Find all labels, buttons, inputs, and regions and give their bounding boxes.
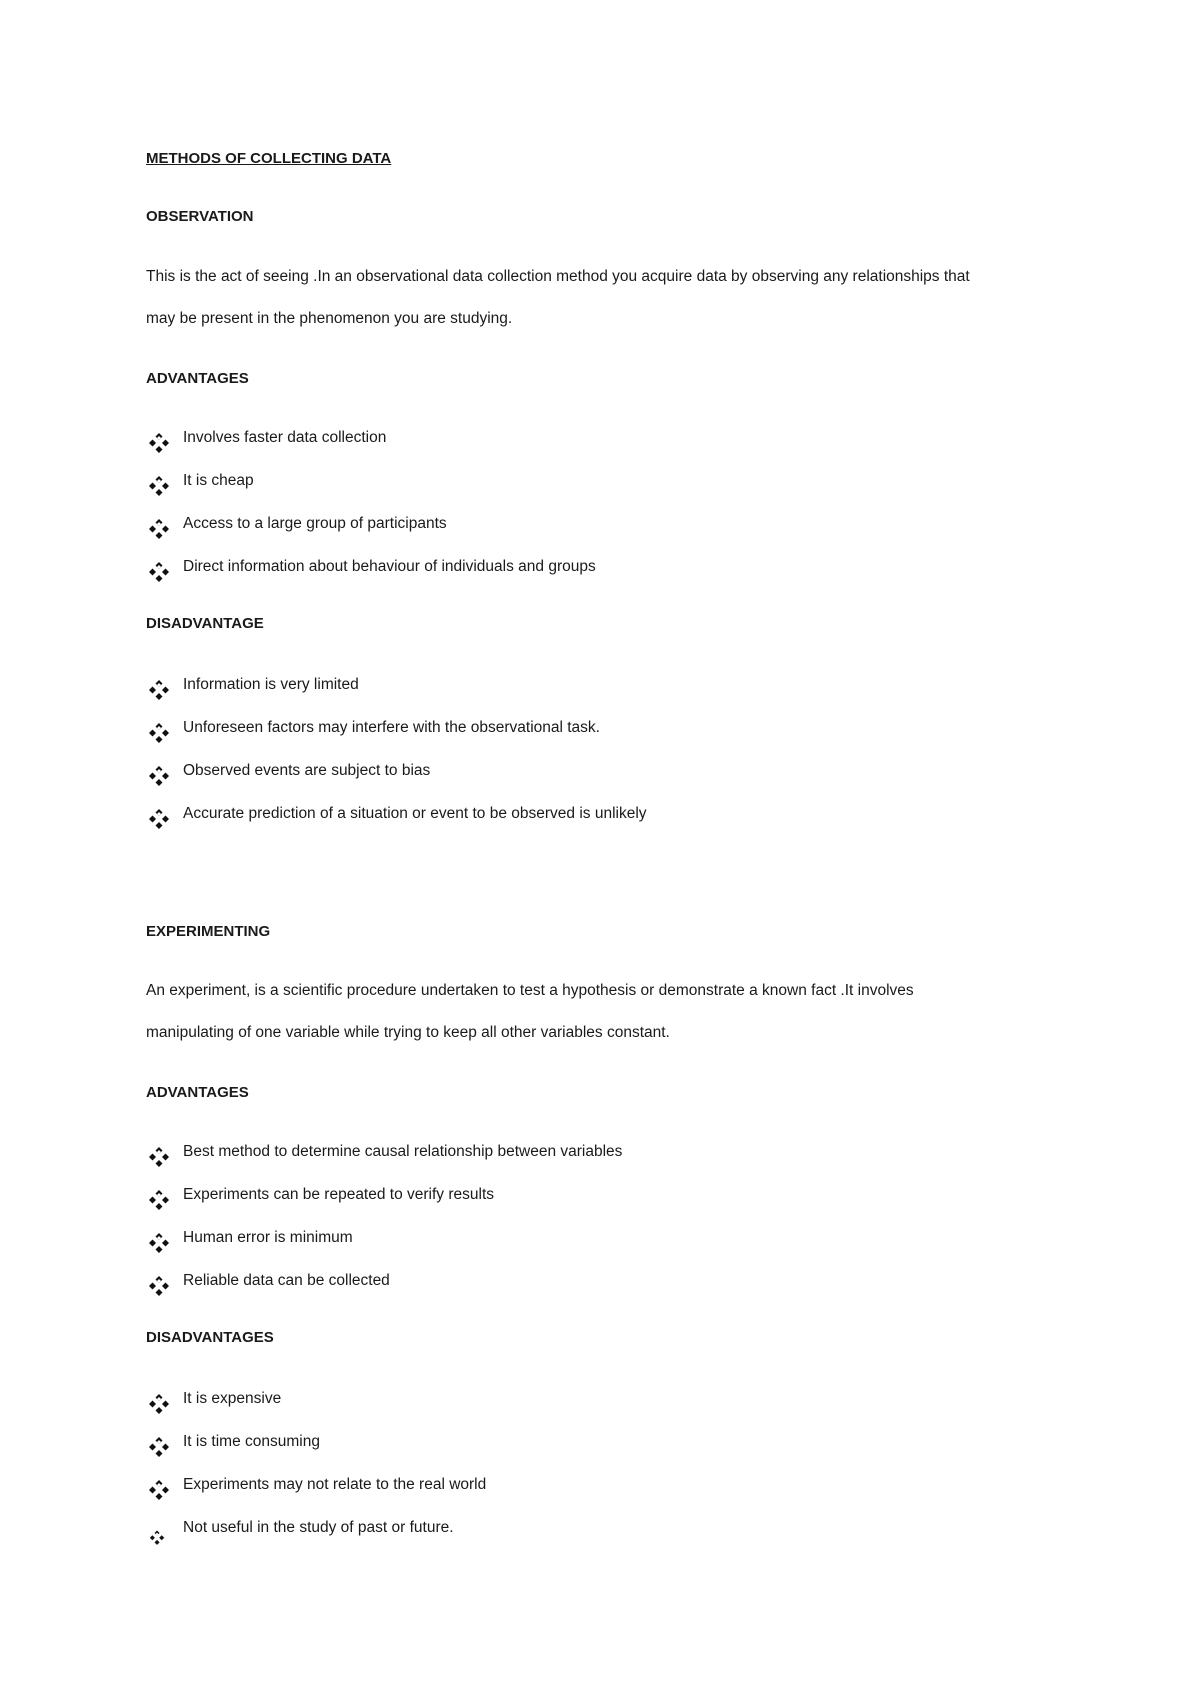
- list-item: [146, 1271, 1046, 1297]
- document-title: METHODS OF COLLECTING DATA: [146, 150, 392, 167]
- list-item-text: Human error is minimum: [183, 1229, 353, 1246]
- list-item: [146, 428, 1046, 454]
- observation-paragraph-line-2: may be present in the phenomenon you are studying.: [146, 310, 513, 327]
- four-diamond-bullet-icon: [146, 1144, 172, 1170]
- list-item: [146, 514, 1046, 540]
- four-diamond-bullet-icon: [146, 677, 172, 703]
- list-item: [146, 557, 1046, 583]
- experimenting-disadvantages-heading: DISADVANTAGES: [146, 1329, 274, 1346]
- four-diamond-bullet-icon: [146, 559, 172, 585]
- list-item: [146, 471, 1046, 497]
- list-item: [146, 1185, 1046, 1211]
- list-item-text: Reliable data can be collected: [183, 1272, 390, 1289]
- observation-advantages-heading: ADVANTAGES: [146, 370, 249, 387]
- list-item: [146, 718, 1046, 744]
- list-item: [146, 1389, 1046, 1415]
- four-diamond-bullet-icon: [146, 1187, 172, 1213]
- experimenting-advantages-heading: ADVANTAGES: [146, 1084, 249, 1101]
- four-diamond-bullet-icon: [146, 1273, 172, 1299]
- list-item-text: Direct information about behaviour of individuals and groups: [183, 558, 596, 575]
- four-diamond-bullet-icon: [148, 1528, 167, 1547]
- experimenting-paragraph-line-2: manipulating of one variable while trying to keep all other variables constant.: [146, 1024, 670, 1041]
- list-item: [146, 761, 1046, 787]
- list-item-text: Unforeseen factors may interfere with the observational task.: [183, 719, 600, 736]
- four-diamond-bullet-icon: [146, 1477, 172, 1503]
- list-item: [146, 1228, 1046, 1254]
- list-item-text: Observed events are subject to bias: [183, 762, 431, 779]
- experimenting-heading: EXPERIMENTING: [146, 923, 271, 940]
- observation-disadvantages-heading: DISADVANTAGE: [146, 615, 264, 632]
- four-diamond-bullet-icon: [146, 806, 172, 832]
- four-diamond-bullet-icon: [146, 516, 172, 542]
- list-item-text: Accurate prediction of a situation or event to be observed is unlikely: [183, 805, 647, 822]
- list-item-text: Experiments may not relate to the real world: [183, 1476, 487, 1493]
- four-diamond-bullet-icon: [146, 763, 172, 789]
- four-diamond-bullet-icon: [146, 1434, 172, 1460]
- four-diamond-bullet-icon: [146, 1230, 172, 1256]
- four-diamond-bullet-icon: [146, 1391, 172, 1417]
- list-item-text: Involves faster data collection: [183, 429, 387, 446]
- list-item-text: Best method to determine causal relationship between variables: [183, 1143, 623, 1160]
- experimenting-paragraph-line-1: An experiment, is a scientific procedure undertaken to test a hypothesis or demonstrate a known fact .It involves: [146, 982, 914, 999]
- four-diamond-bullet-icon: [146, 430, 172, 456]
- list-item: [146, 804, 1046, 830]
- list-item: [146, 675, 1046, 701]
- list-item: [146, 1475, 1046, 1501]
- four-diamond-bullet-icon: [146, 720, 172, 746]
- list-item: [146, 1142, 1046, 1168]
- observation-paragraph-line-1: This is the act of seeing .In an observational data collection method you acquire data by observing any relationships that: [146, 268, 970, 285]
- list-item: [146, 1518, 1046, 1544]
- list-item-text: Not useful in the study of past or future.: [183, 1519, 454, 1536]
- list-item-text: Access to a large group of participants: [183, 515, 447, 532]
- list-item-text: Information is very limited: [183, 676, 359, 693]
- list-item-text: It is time consuming: [183, 1433, 320, 1450]
- list-item-text: Experiments can be repeated to verify results: [183, 1186, 495, 1203]
- list-item: [146, 1432, 1046, 1458]
- list-item-text: It is expensive: [183, 1390, 282, 1407]
- observation-heading: OBSERVATION: [146, 208, 254, 225]
- list-item-text: It is cheap: [183, 472, 254, 489]
- four-diamond-bullet-icon: [146, 473, 172, 499]
